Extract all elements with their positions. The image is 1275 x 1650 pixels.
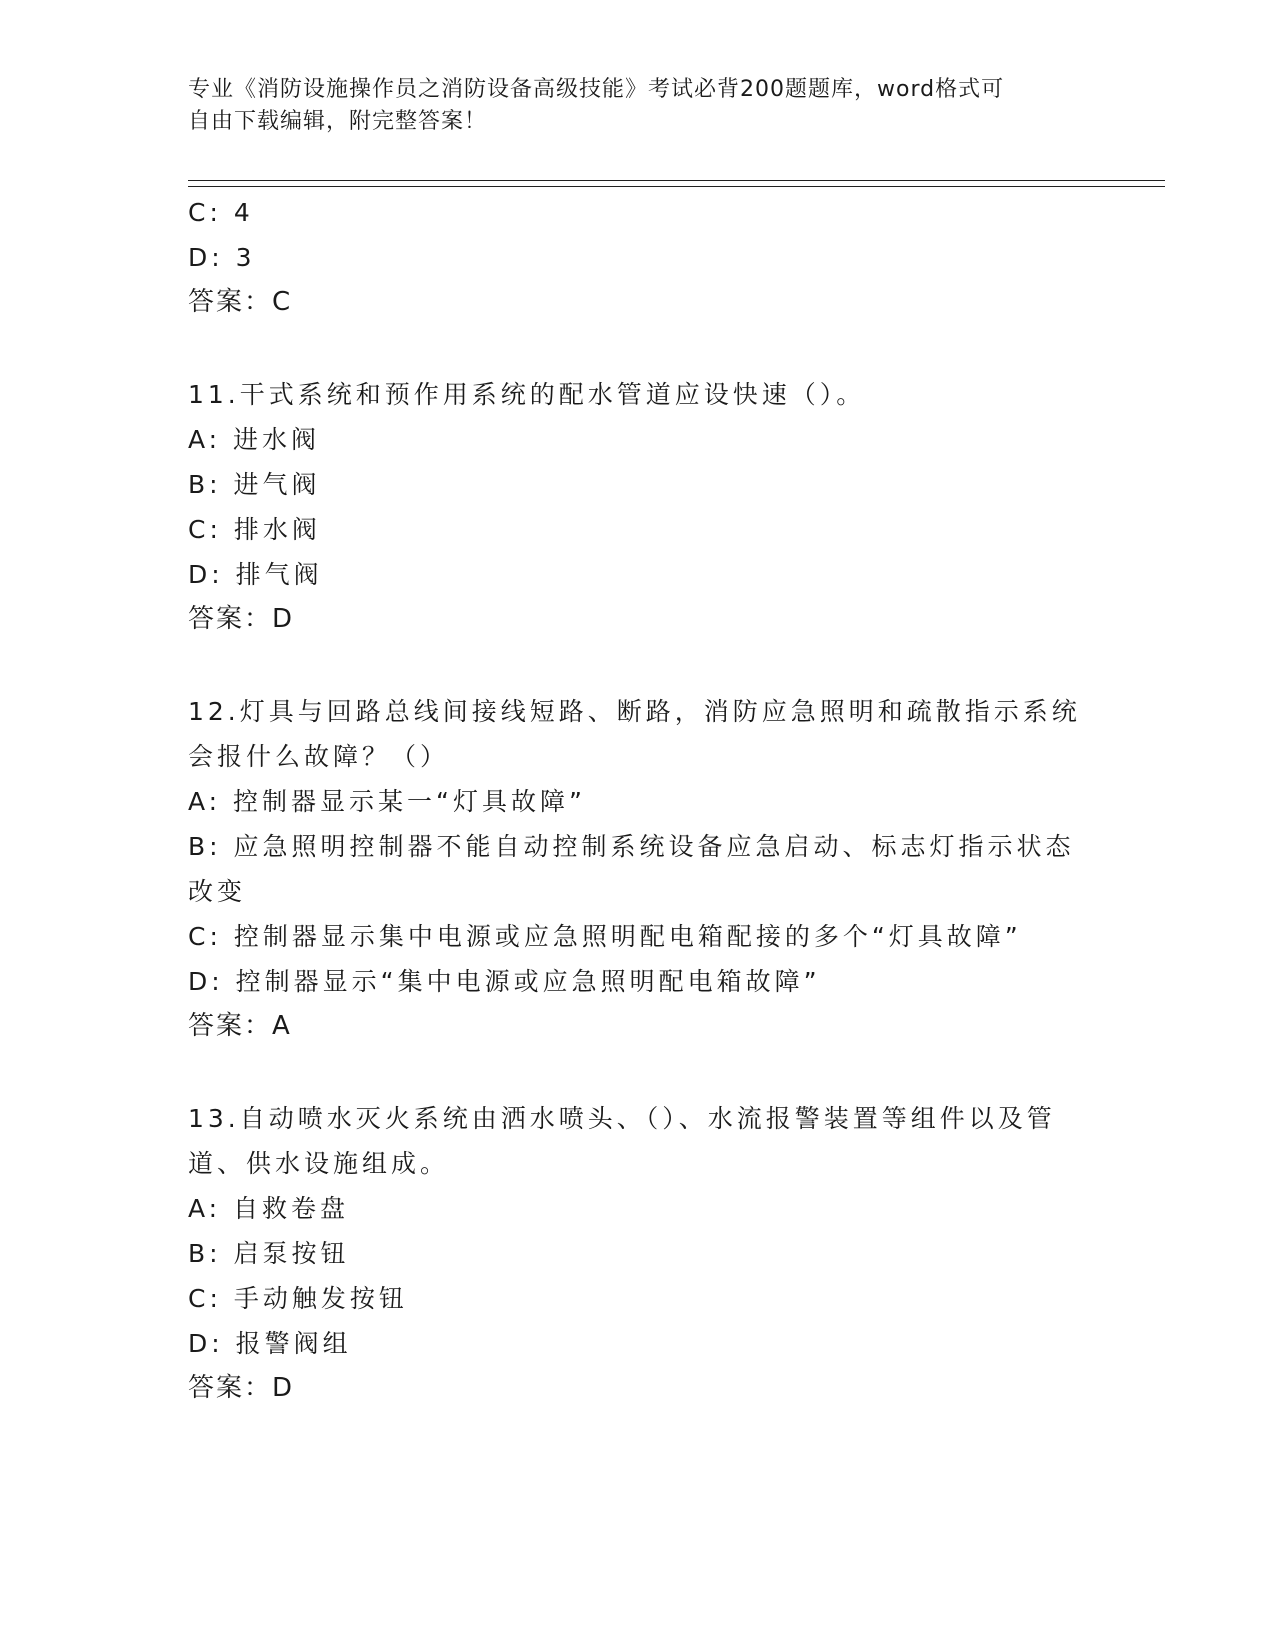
option-c: C: 排水阀	[188, 515, 321, 544]
question-12	[188, 689, 1088, 1049]
option-b: B: 进气阀	[188, 470, 321, 499]
option-b: B: 启泵按钮	[188, 1239, 350, 1268]
question-stem: 11.干式系统和预作用系统的配水管道应设快速（）。	[188, 380, 866, 409]
answer-line: 答案：A	[188, 1011, 292, 1041]
answer-line: 答案：C	[188, 287, 293, 317]
option-c: C: 4	[188, 198, 254, 227]
question-11	[188, 372, 1088, 642]
answer-line: 答案：D	[188, 1373, 295, 1403]
question-stem-line-2: 会报什么故障？（）	[188, 742, 450, 771]
question-stem-line-1: 12.灯具与回路总线间接线短路、断路，消防应急照明和疏散指示系统	[188, 697, 1081, 726]
header-divider-bottom	[188, 186, 1165, 187]
question-stem-line-2: 道、供水设施组成。	[188, 1149, 450, 1178]
answer-line: 答案：D	[188, 604, 295, 634]
option-c: C: 控制器显示集中电源或应急照明配电箱配接的多个“灯具故障”	[188, 922, 1022, 951]
option-a: A: 进水阀	[188, 425, 321, 454]
header-line-1: 专业《消防设施操作员之消防设备高级技能》考试必背200题题库，word格式可	[188, 77, 1005, 102]
option-a: A: 控制器显示某一“灯具故障”	[188, 787, 586, 816]
question-body	[188, 190, 1088, 1411]
option-b-line-2: 改变	[188, 877, 247, 906]
document-header	[188, 74, 1088, 138]
question-13	[188, 1096, 1088, 1411]
spacer	[188, 642, 1088, 689]
prev-question	[188, 190, 1088, 325]
header-divider-top	[188, 180, 1165, 181]
question-stem-line-1: 13.自动喷水灭火系统由洒水喷头、（）、水流报警装置等组件以及管	[188, 1104, 1056, 1133]
option-c: C: 手动触发按钮	[188, 1284, 408, 1313]
option-d: D: 控制器显示“集中电源或应急照明配电箱故障”	[188, 967, 821, 996]
option-d: D: 报警阀组	[188, 1329, 352, 1358]
option-d: D: 排气阀	[188, 560, 323, 589]
spacer	[188, 1049, 1088, 1096]
option-b-line-1: B: 应急照明控制器不能自动控制系统设备应急启动、标志灯指示状态	[188, 832, 1075, 861]
option-a: A: 自救卷盘	[188, 1194, 350, 1223]
header-line-2: 自由下载编辑，附完整答案！	[188, 109, 488, 134]
spacer	[188, 325, 1088, 372]
option-d: D: 3	[188, 243, 256, 272]
